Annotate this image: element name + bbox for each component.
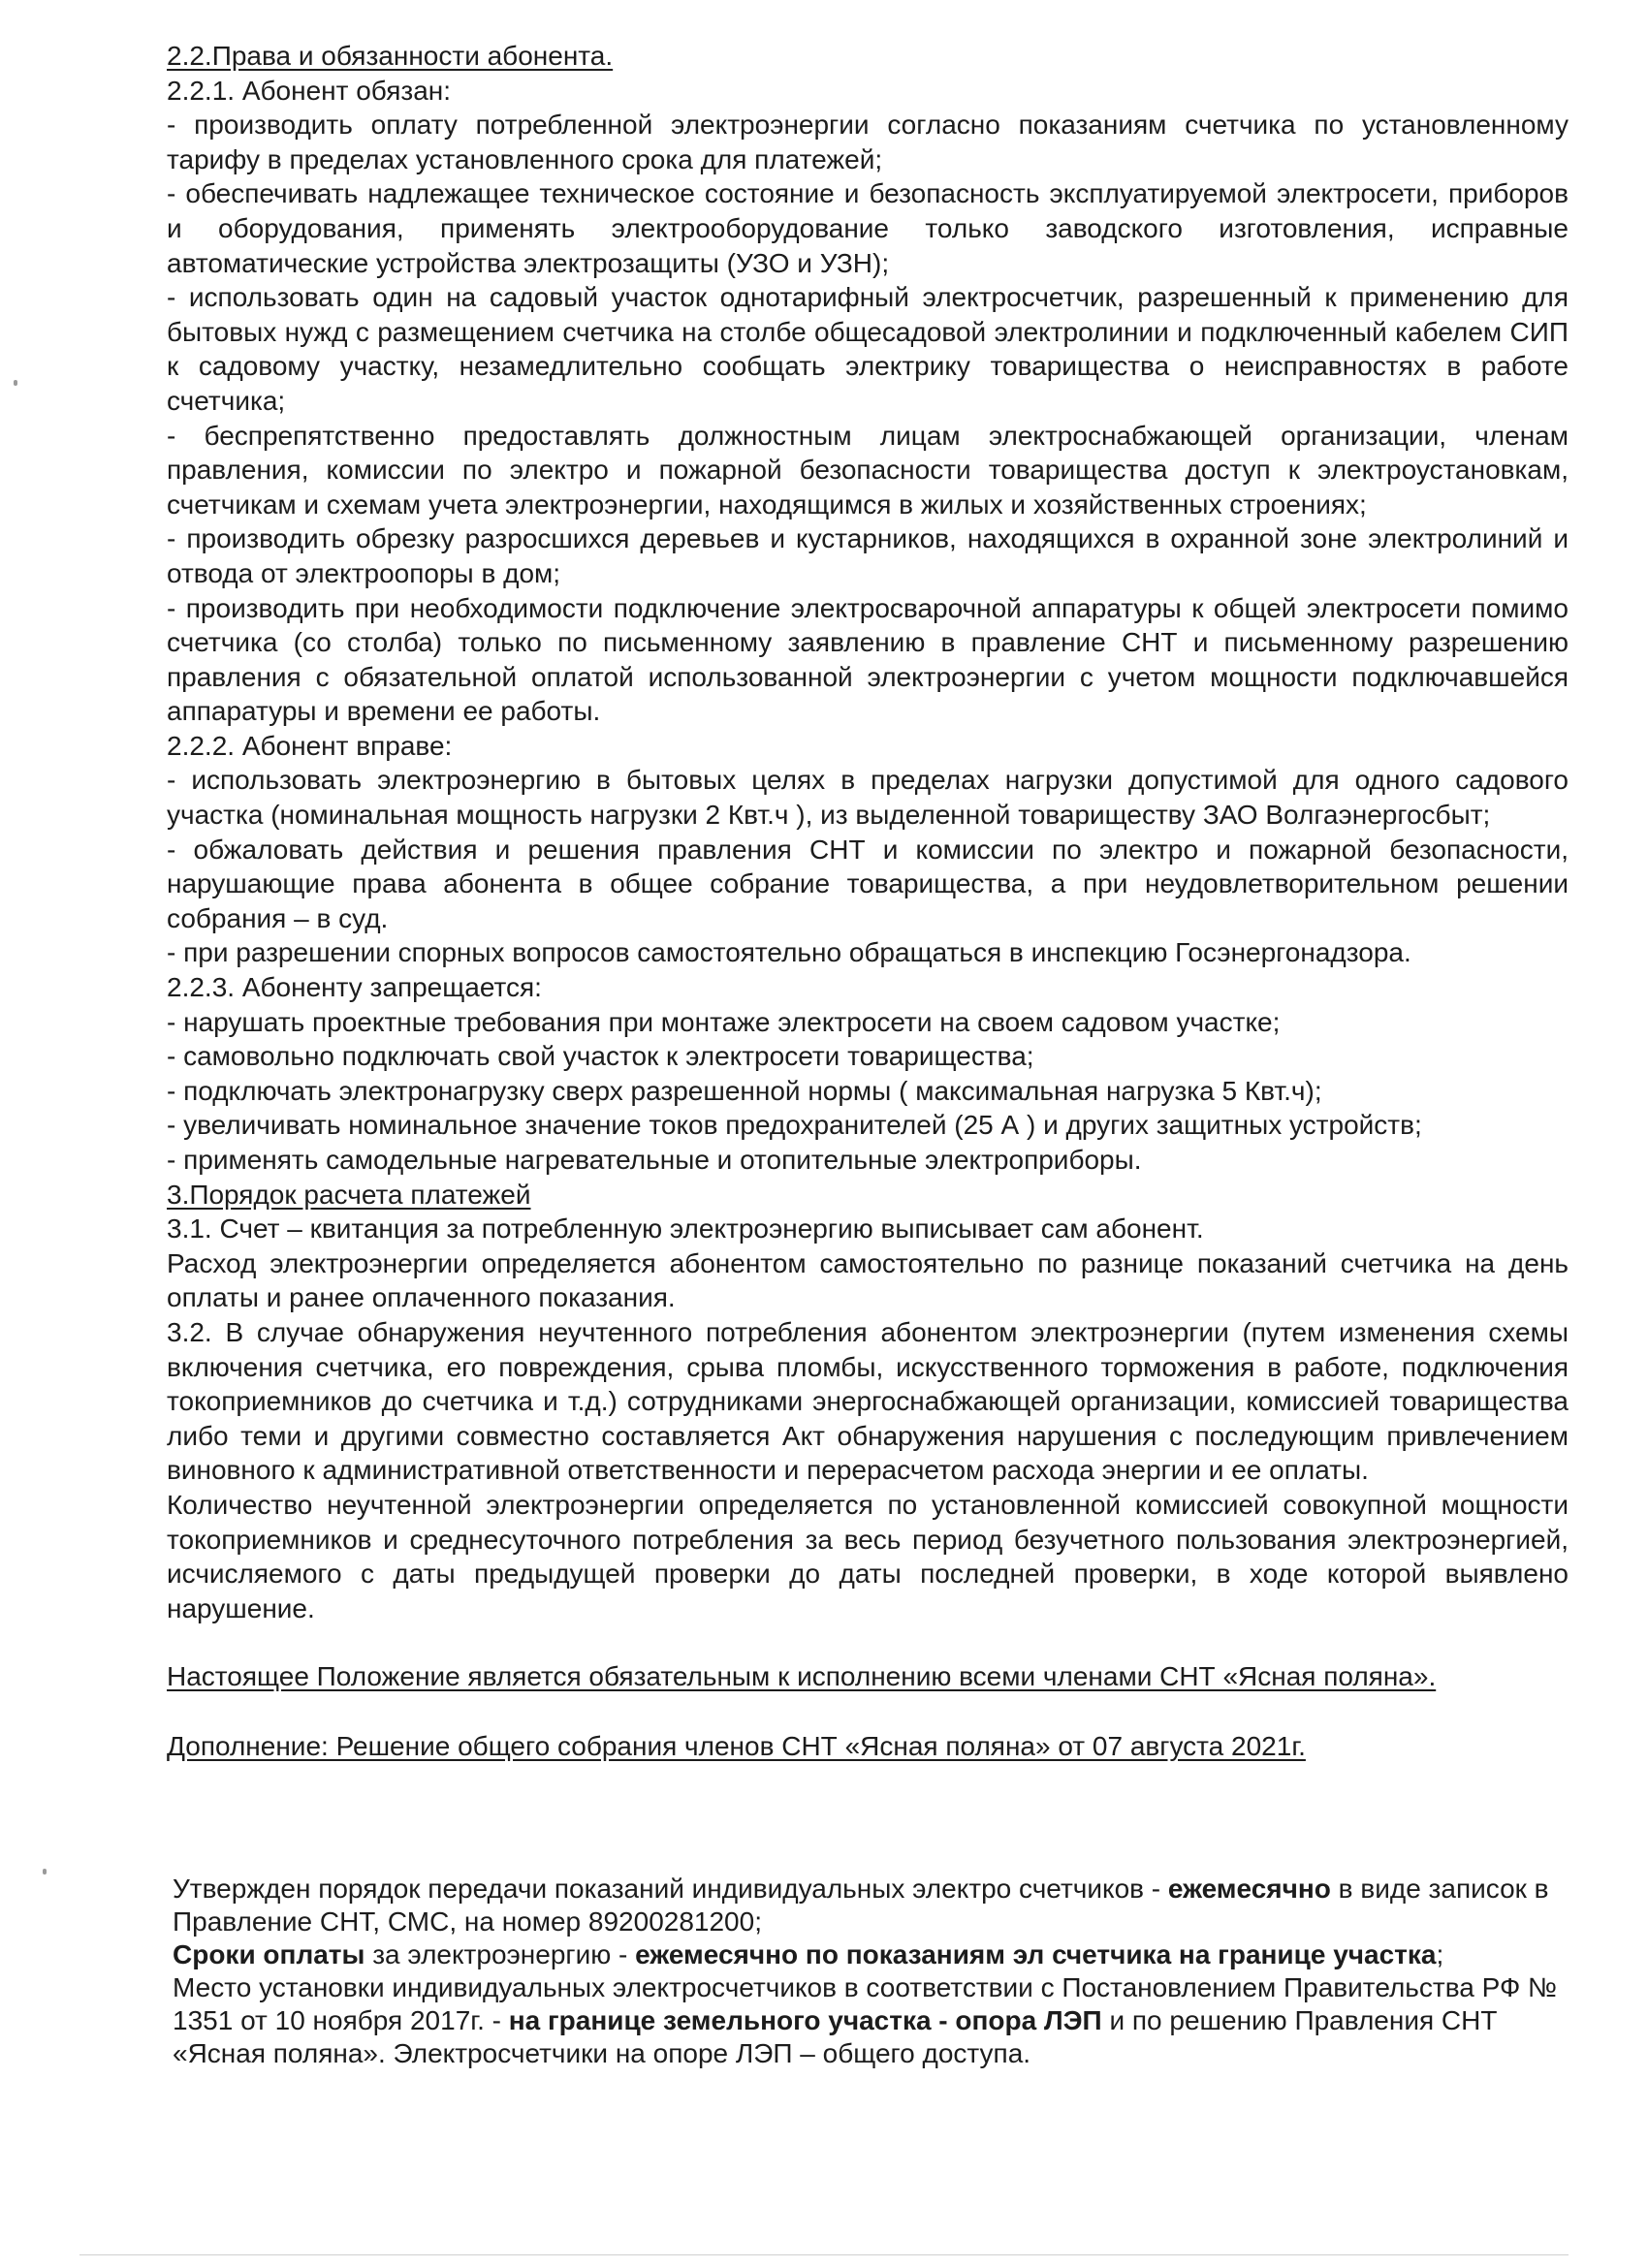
obligation-item: - производить обрезку разросшихся деревьев и кустарников, находящихся в охранной зоне электролиний и отвода от электроопоры в дом; [167, 523, 1569, 588]
section-heading-payments: 3.Порядок расчета платежей [167, 1179, 531, 1210]
addendum-payment-terms: Сроки оплаты за электроэнергию - ежемесячно по показаниям эл счетчика на границе участка; [173, 1939, 1444, 1969]
prohibition-item: - нарушать проектные требования при монтаже электросети на своем садовом участке; [167, 1006, 1281, 1037]
payment-paragraph: 3.1. Счет – квитанция за потребленную электроэнергию выписывает сам абонент. [167, 1213, 1204, 1244]
prohibition-item: - применять самодельные нагревательные и отопительные электроприборы. [167, 1145, 1142, 1175]
payment-paragraph: Расход электроэнергии определяется абонентом самостоятельно по разнице показаний счетчика на день оплаты и ранее оплаченного показания. [167, 1247, 1569, 1313]
right-item: - обжаловать действия и решения правления СНТ и комиссии по электро и пожарной безопасности, нарушающие права абонента в общее собрание товарищества, а при неудовлетворительном решении собрания – в суд. [167, 834, 1569, 933]
obligation-item: - использовать один на садовый участок однотарифный электросчетчик, разрешенный к применению для бытовых нужд с размещением счетчика на столбе общесадовой электролинии и подключенный кабелем СИП к садовому участку, незамедлительно сообщать электрику товарищества о неисправностях в работе счетчика; [167, 282, 1569, 416]
right-item: - при разрешении спорных вопросов самостоятельно обращаться в инспекцию Госэнергонадзора. [167, 937, 1411, 968]
binding-statement: Настоящее Положение является обязательным к исполнению всеми членами СНТ «Ясная поляна». [167, 1661, 1437, 1692]
subsection-heading-entitled: 2.2.2. Абонент вправе: [167, 730, 453, 761]
prohibition-item: - подключать электронагрузку сверх разрешенной нормы ( максимальная нагрузка 5 Квт.ч); [167, 1075, 1322, 1106]
prohibition-item: - увеличивать номинальное значение токов предохранителей (25 А ) и других защитных устройств; [167, 1110, 1422, 1141]
obligation-item: - производить при необходимости подключение электросварочной аппаратуры к общей электросети помимо счетчика (со столба) только по письменному заявлению в правление СНТ и письменному разрешению правления с обязательной оплатой использованной электроэнергии с учетом мощности подключавшейся аппаратуры и времени ее работы. [167, 592, 1569, 727]
addendum-meter-readings: Утвержден порядок передачи показаний индивидуальных электро счетчиков - ежемесячно в виде записок в Правление СНТ, СМС, на номер 89200281200; [173, 1874, 1549, 1937]
obligation-item: - беспрепятственно предоставлять должностным лицам электроснабжающей организации, членам правления, комиссии по электро и пожарной безопасности товарищества доступ к электроустановкам, счетчикам и схемам учета электроэнергии, находящимся в жилых и хозяйственных строениях; [167, 420, 1569, 520]
document-body [167, 39, 1569, 1764]
scan-edge-line [79, 2254, 1569, 2255]
right-item: - использовать электроэнергию в бытовых целях в пределах нагрузки допустимой для одного садового участка (номинальная мощность нагрузки 2 Квт.ч ), из выделенной товариществу ЗАО Волгаэнергосбыт; [167, 765, 1569, 831]
obligation-item: - обеспечивать надлежащее техническое состояние и безопасность эксплуатируемой электросети, приборов и оборудования, применять электрооборудование только заводского изготовления, исправные автоматические устройства электрозащиты (УЗО и УЗН); [167, 178, 1569, 278]
scan-speck [43, 1869, 47, 1874]
addendum-body [173, 1873, 1569, 2070]
addendum-meter-location: Место установки индивидуальных электросчетчиков в соответствии с Постановлением Правительства РФ № 1351 от 10 ноября 2017г. - на границе земельного участка - опора ЛЭП и по решению Правления СНТ «Ясная поляна». Электросчетчики на опоре ЛЭП – общего доступа. [173, 1972, 1558, 2068]
addendum-heading: Дополнение: Решение общего собрания членов СНТ «Ясная поляна» от 07 августа 2021г. [167, 1730, 1306, 1761]
scan-speck [14, 380, 17, 386]
prohibition-item: - самовольно подключать свой участок к электросети товарищества; [167, 1041, 1034, 1072]
subsection-heading-prohibited: 2.2.3. Абоненту запрещается: [167, 972, 542, 1003]
obligation-item: - производить оплату потребленной электроэнергии согласно показаниям счетчика по установленному тарифу в пределах установленного срока для платежей; [167, 110, 1569, 174]
subsection-heading-obliged: 2.2.1. Абонент обязан: [167, 75, 452, 106]
payment-paragraph: Количество неучтенной электроэнергии определяется по установленной комиссией совокупной мощности токоприемников и среднесуточного потребления за весь период безучетного пользования электроэнергией, исчисляемого с даты предыдущей проверки до даты последней проверки, в ходе которой выявлено нарушение. [167, 1489, 1569, 1623]
section-heading-rights: 2.2.Права и обязанности абонента. [167, 41, 614, 71]
payment-paragraph: 3.2. В случае обнаружения неучтенного потребления абонентом электроэнергии (путем изменения схемы включения счетчика, его повреждения, срыва пломбы, искусственного торможения в работе, подключения токоприемников до счетчика и т.д.) сотрудниками энергоснабжающей организации, комиссией товарищества либо теми и другими совместно составляется Акт обнаружения нарушения с последующим привлечением виновного к административной ответственности и перерасчетом расхода энергии и ее оплаты. [167, 1316, 1569, 1486]
